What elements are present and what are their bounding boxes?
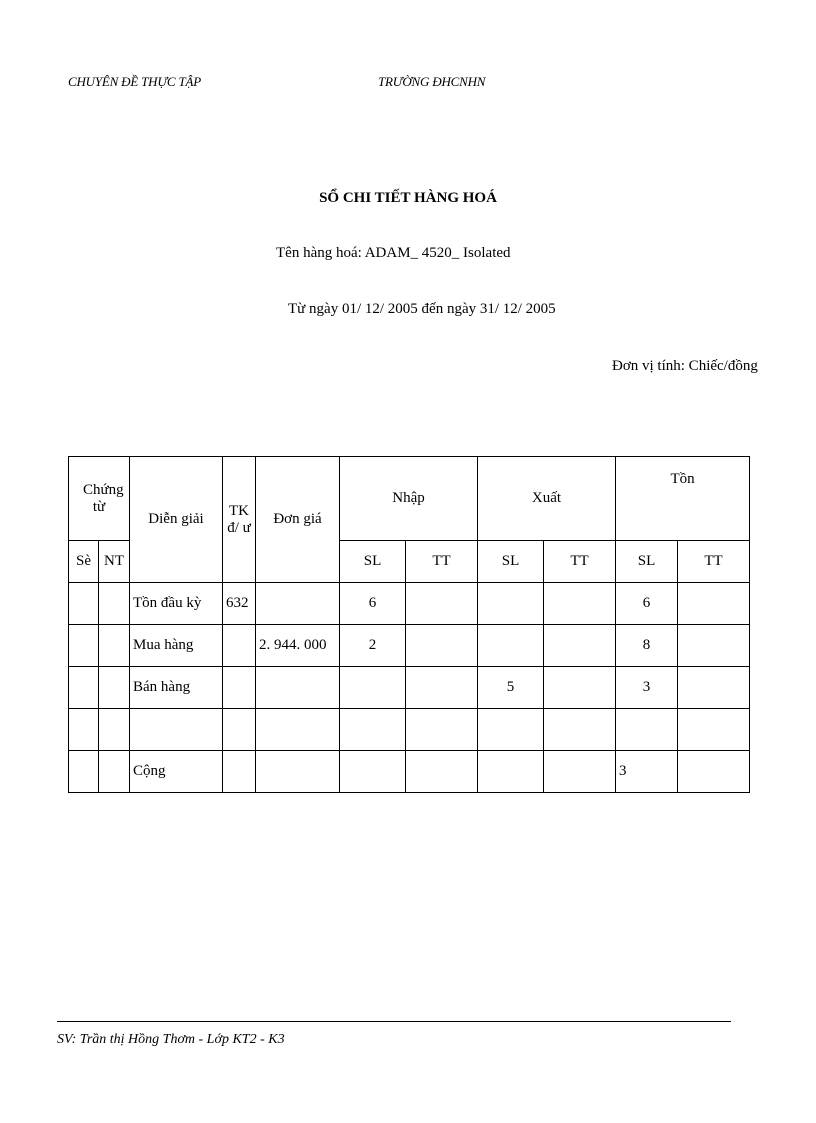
cell-xuat-sl [478,625,544,667]
cell-don-gia [256,667,340,709]
cell-xuat-tt [544,583,616,625]
col-chung-tu: Chứng từ [69,457,130,541]
col-so: Sè [69,541,99,583]
cell-don-gia [256,751,340,793]
cell-nt [99,709,130,751]
header-row-top [69,457,750,541]
col-xuat-sl: SL [478,541,544,583]
table-row [69,667,750,709]
cell-tk [223,667,256,709]
cell-dien-giai: Mua hàng [130,625,223,667]
col-ton-tt: TT [678,541,750,583]
col-xuat: Xuất [478,457,616,541]
cell-ton-tt [678,625,750,667]
cell-nhap-sl [340,709,406,751]
cell-so [69,583,99,625]
col-nhap-tt: TT [406,541,478,583]
cell-ton-sl: 8 [616,625,678,667]
cell-ton-sl [616,709,678,751]
cell-xuat-sl [478,709,544,751]
cell-nt [99,667,130,709]
col-dien-giai: Diễn giải [130,457,223,583]
table-row [69,751,750,793]
cell-so [69,751,99,793]
cell-ton-tt [678,751,750,793]
cell-nhap-tt [406,709,478,751]
cell-tk [223,751,256,793]
cell-nhap-tt [406,667,478,709]
cell-xuat-tt [544,709,616,751]
cell-nhap-sl [340,751,406,793]
ledger-table [68,456,750,793]
table-row [69,709,750,751]
unit-line: Đơn vị tính: Chiếc/đồng [612,358,758,374]
cell-don-gia [256,583,340,625]
cell-xuat-sl: 5 [478,667,544,709]
date-range-line: Từ ngày 01/ 12/ 2005 đến ngày 31/ 12/ 2005 [288,301,556,317]
cell-xuat-tt [544,667,616,709]
cell-nhap-sl [340,667,406,709]
col-nhap-sl: SL [340,541,406,583]
cell-don-gia: 2. 944. 000 [256,625,340,667]
cell-dien-giai: Cộng [130,751,223,793]
item-name-line: Tên hàng hoá: ADAM_ 4520_ Isolated [276,245,511,261]
cell-nt [99,625,130,667]
col-ton: Tồn [616,457,750,541]
header-left: CHUYÊN ĐỀ THỰC TẬP [68,74,201,89]
cell-dien-giai: Bán hàng [130,667,223,709]
cell-nhap-tt [406,751,478,793]
table-row [69,625,750,667]
cell-xuat-sl [478,583,544,625]
col-nt: NT [99,541,130,583]
col-xuat-tt: TT [544,541,616,583]
cell-so [69,709,99,751]
cell-xuat-sl [478,751,544,793]
cell-nhap-sl: 6 [340,583,406,625]
cell-dien-giai [130,709,223,751]
cell-ton-tt [678,583,750,625]
header-center: TRƯỜNG ĐHCNHN [378,74,486,89]
cell-tk [223,625,256,667]
cell-ton-tt [678,709,750,751]
cell-nhap-sl: 2 [340,625,406,667]
cell-nhap-tt [406,583,478,625]
document-title: SỔ CHI TIẾT HÀNG HOÁ [319,190,497,206]
cell-tk [223,709,256,751]
col-don-gia: Đơn giá [256,457,340,583]
col-ton-sl: SL [616,541,678,583]
cell-ton-sl: 6 [616,583,678,625]
footer-text: SV: Trần thị Hồng Thơm - Lớp KT2 - K3 [57,1032,285,1047]
cell-nhap-tt [406,625,478,667]
cell-xuat-tt [544,751,616,793]
col-tk-du: TK đ/ ư [223,457,256,583]
footer-rule [57,1021,731,1022]
cell-ton-sl: 3 [616,751,678,793]
table-row [69,583,750,625]
cell-don-gia [256,709,340,751]
cell-nt [99,583,130,625]
cell-xuat-tt [544,625,616,667]
cell-ton-sl: 3 [616,667,678,709]
col-nhap: Nhập [340,457,478,541]
cell-tk: 632 [223,583,256,625]
cell-ton-tt [678,667,750,709]
cell-nt [99,751,130,793]
cell-so [69,625,99,667]
cell-so [69,667,99,709]
cell-dien-giai: Tồn đầu kỳ [130,583,223,625]
